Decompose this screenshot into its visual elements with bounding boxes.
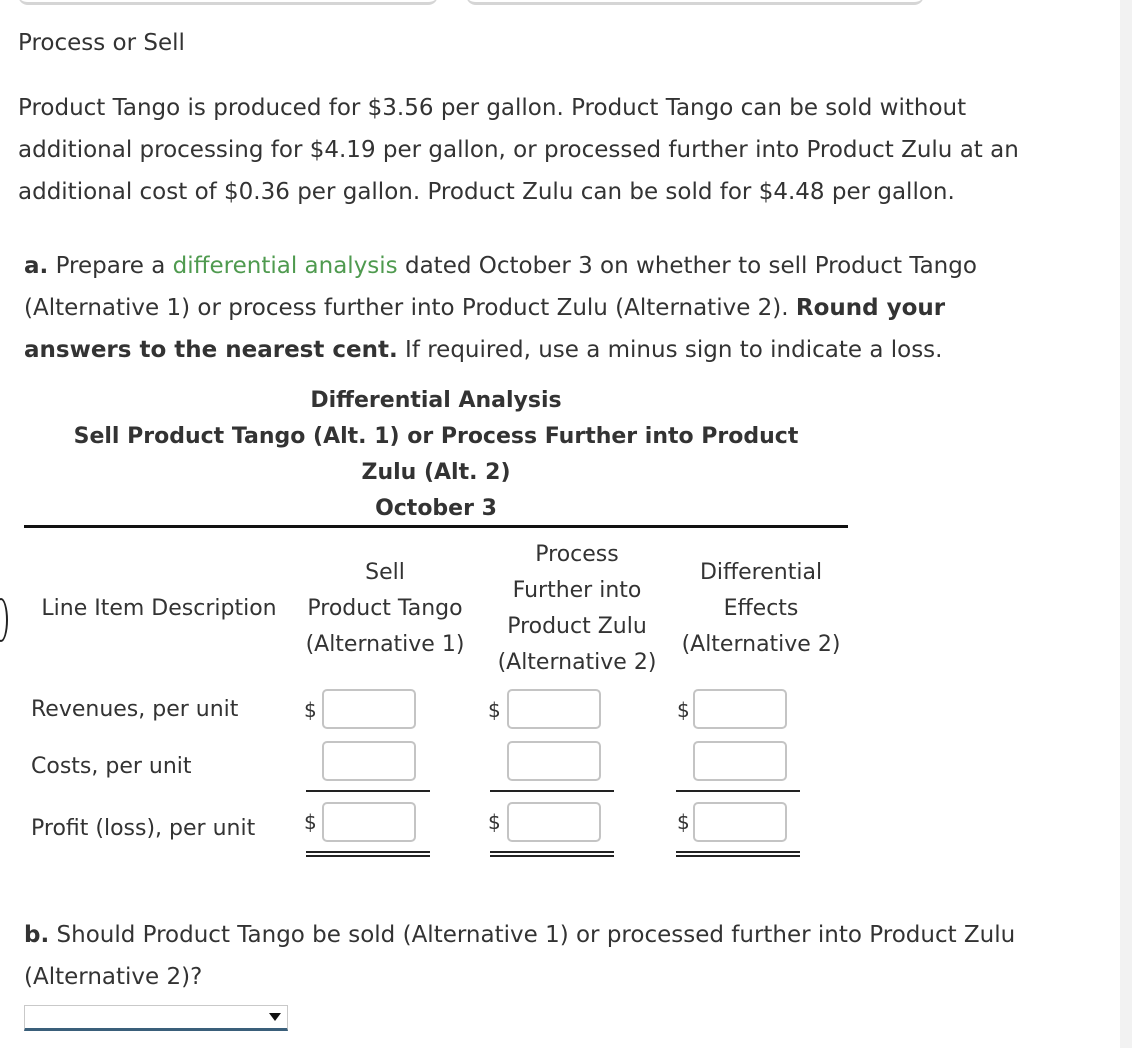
- dollar-sign: $: [488, 810, 501, 834]
- top-tab-right[interactable]: [466, 0, 924, 5]
- chevron-down-icon: [269, 1013, 281, 1021]
- header-alt2-line-1: Process: [535, 542, 619, 567]
- part-b-line-1: [24, 914, 1104, 956]
- heading-divider: [24, 525, 848, 528]
- dollar-sign: $: [304, 698, 317, 722]
- analysis-heading: [24, 383, 848, 527]
- dollar-sign: $: [677, 698, 690, 722]
- part-a-line2-bold: Round your: [795, 295, 946, 321]
- part-a-line3-post: If required, use a minus sign to indicate a loss.: [405, 337, 943, 363]
- revenues-alt2-input[interactable]: [507, 689, 601, 729]
- problem-line-3: additional cost of $0.36 per gallon. Product Zulu can be sold for $4.48 per gallon.: [18, 179, 955, 205]
- part-a-label: a.: [24, 253, 49, 279]
- part-b-line-2: (Alternative 2)?: [24, 964, 203, 990]
- top-tab-left[interactable]: [18, 0, 438, 5]
- header-alt1-line-2: Product Tango: [307, 596, 463, 621]
- total-double-rule: [306, 851, 430, 857]
- header-alt2: [478, 537, 676, 681]
- top-tabs: [0, 0, 1132, 6]
- profit-alt1-input[interactable]: [322, 802, 416, 842]
- total-double-rule: [676, 851, 800, 857]
- row-label-profit: Profit (loss), per unit: [31, 816, 256, 841]
- alternative-select[interactable]: [24, 1005, 288, 1031]
- subtotal-rule: [490, 790, 614, 792]
- profit-alt2-input[interactable]: [507, 802, 601, 842]
- header-alt2-line-2: Further into: [512, 578, 642, 603]
- problem-line-1: Product Tango is produced for $3.56 per gallon. Product Tango can be sold without: [18, 95, 967, 121]
- part-a-line2-pre: (Alternative 1) or process further into Product Zulu (Alternative 2).: [24, 295, 789, 321]
- analysis-subtitle-2: Zulu (Alt. 2): [361, 460, 511, 485]
- analysis-date: October 3: [375, 496, 497, 521]
- scrollbar[interactable]: [1120, 0, 1132, 1048]
- dollar-sign: $: [677, 810, 690, 834]
- part-a-line3-bold: answers to the nearest cent.: [24, 337, 398, 363]
- subtotal-rule: [676, 790, 800, 792]
- part-a-pre: Prepare a: [55, 253, 166, 279]
- analysis-subtitle-1: Sell Product Tango (Alt. 1) or Process Further into Product: [73, 424, 799, 449]
- costs-alt1-input[interactable]: [322, 741, 416, 781]
- part-b-label: b.: [24, 922, 50, 948]
- header-alt1-line-1: Sell: [365, 560, 405, 585]
- total-double-rule: [490, 851, 614, 857]
- revenues-diff-input[interactable]: [693, 689, 787, 729]
- revenues-alt1-input[interactable]: [322, 689, 416, 729]
- problem-line-2: additional processing for $4.19 per gallon, or processed further into Product Zulu at an: [18, 137, 1019, 163]
- header-diff: [668, 555, 854, 663]
- side-marker: [0, 598, 8, 642]
- header-diff-line-3: (Alternative 2): [681, 632, 841, 657]
- part-a-instructions: [24, 245, 1084, 371]
- dollar-sign: $: [488, 698, 501, 722]
- costs-diff-input[interactable]: [693, 741, 787, 781]
- section-title: Process or Sell: [18, 30, 185, 56]
- subtotal-rule: [306, 790, 430, 792]
- header-diff-line-1: Differential: [699, 560, 823, 585]
- part-b-line1-text: Should Product Tango be sold (Alternative 1) or processed further into Product Zulu: [56, 922, 1016, 948]
- costs-alt2-input[interactable]: [507, 741, 601, 781]
- header-alt2-line-4: (Alternative 2): [497, 650, 657, 675]
- row-label-costs: Costs, per unit: [31, 754, 192, 779]
- header-alt2-line-3: Product Zulu: [507, 614, 647, 639]
- header-alt1: [292, 555, 478, 663]
- dollar-sign: $: [304, 810, 317, 834]
- differential-analysis-link[interactable]: differential analysis: [172, 253, 398, 279]
- header-description: Line Item Description: [41, 596, 277, 621]
- part-a-line-2: [24, 287, 1084, 329]
- row-label-revenues: Revenues, per unit: [31, 697, 239, 722]
- part-b-question: [24, 914, 1104, 998]
- profit-diff-input[interactable]: [693, 802, 787, 842]
- problem-statement: [18, 87, 1098, 213]
- part-a-line1-post: dated October 3 on whether to sell Product Tango: [404, 253, 977, 279]
- header-diff-line-2: Effects: [723, 596, 799, 621]
- part-a-line-1: [24, 245, 1084, 287]
- part-a-line-3: [24, 329, 1084, 371]
- header-alt1-line-3: (Alternative 1): [305, 632, 465, 657]
- analysis-title: Differential Analysis: [310, 388, 562, 413]
